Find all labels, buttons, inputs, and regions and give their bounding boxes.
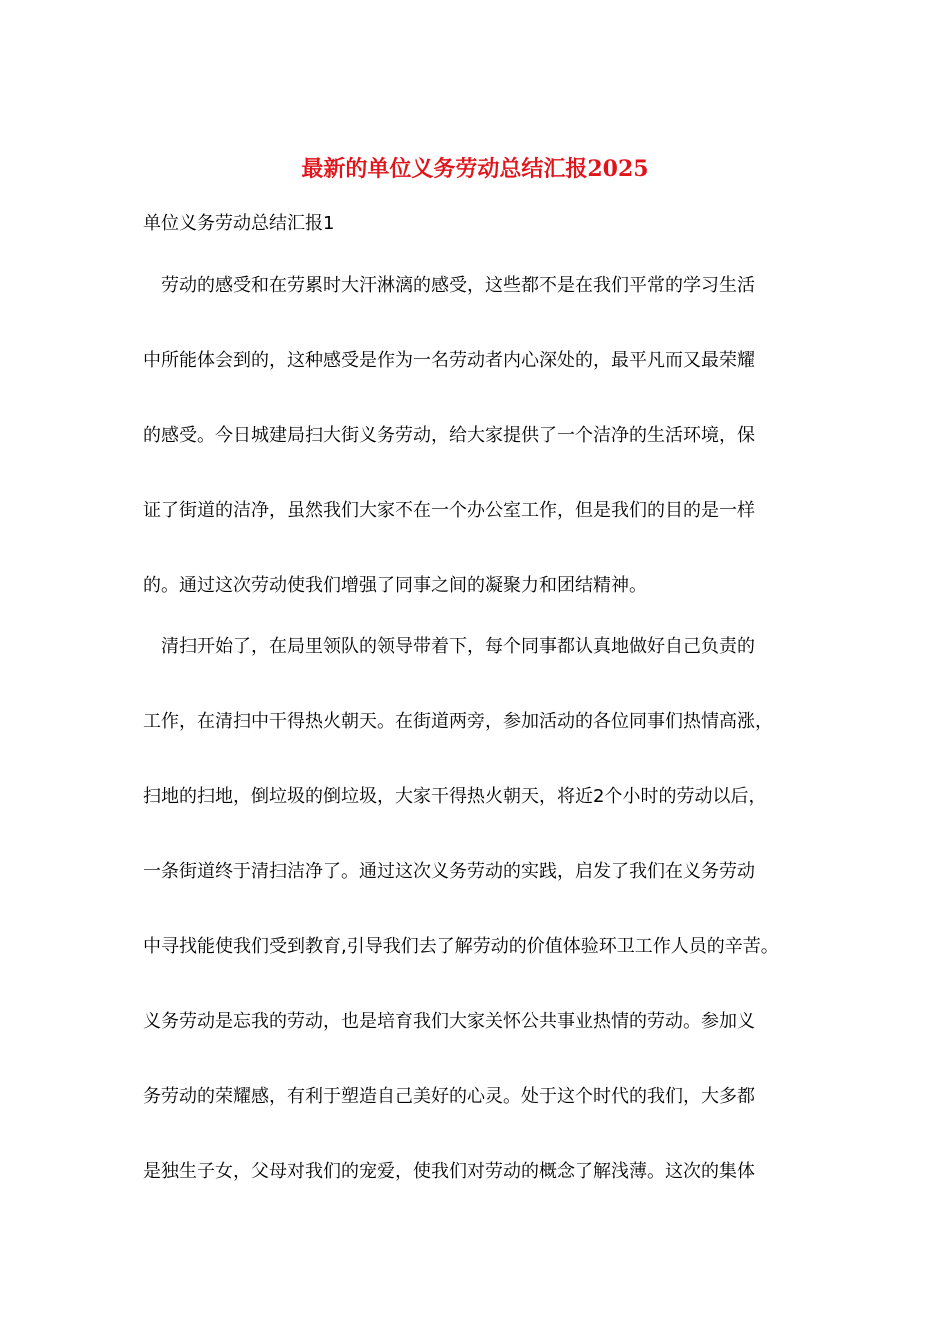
body-line: 劳动的感受和在劳累时大汗淋漓的感受，这些都不是在我们平常的学习生活 [143,275,755,296]
body-line: 证了街道的洁净，虽然我们大家不在一个办公室工作，但是我们的目的是一样 [143,500,755,521]
section-heading: 单位义务劳动总结汇报1 [143,213,335,234]
body-line: 是独生子女，父母对我们的宠爱，使我们对劳动的概念了解浅薄。这次的集体 [143,1161,755,1182]
body-line: 工作，在清扫中干得热火朝天。在街道两旁，参加活动的各位同事们热情高涨， [143,711,773,732]
body-line: 的感受。今日城建局扫大街义务劳动，给大家提供了一个洁净的生活环境，保 [143,425,755,446]
body-line: 一条街道终于清扫洁净了。通过这次义务劳动的实践，启发了我们在义务劳动 [143,861,755,882]
body-line: 中寻找能使我们受到教育,引导我们去了解劳动的价值体验环卫工作人员的辛苦。 [143,936,779,957]
body-line: 的。通过这次劳动使我们增强了同事之间的凝聚力和团结精神。 [143,575,647,596]
body-line: 务劳动的荣耀感，有利于塑造自己美好的心灵。处于这个时代的我们，大多都 [143,1086,755,1107]
document-title: 最新的单位义务劳动总结汇报2025 [301,156,649,182]
body-line: 义务劳动是忘我的劳动，也是培育我们大家关怀公共事业热情的劳动。参加义 [143,1011,755,1032]
body-line: 扫地的扫地，倒垃圾的倒垃圾，大家干得热火朝天，将近2个小时的劳动以后， [143,786,767,807]
body-line: 中所能体会到的，这种感受是作为一名劳动者内心深处的，最平凡而又最荣耀 [143,350,755,371]
body-line: 清扫开始了，在局里领队的领导带着下，每个同事都认真地做好自己负责的 [143,636,755,657]
